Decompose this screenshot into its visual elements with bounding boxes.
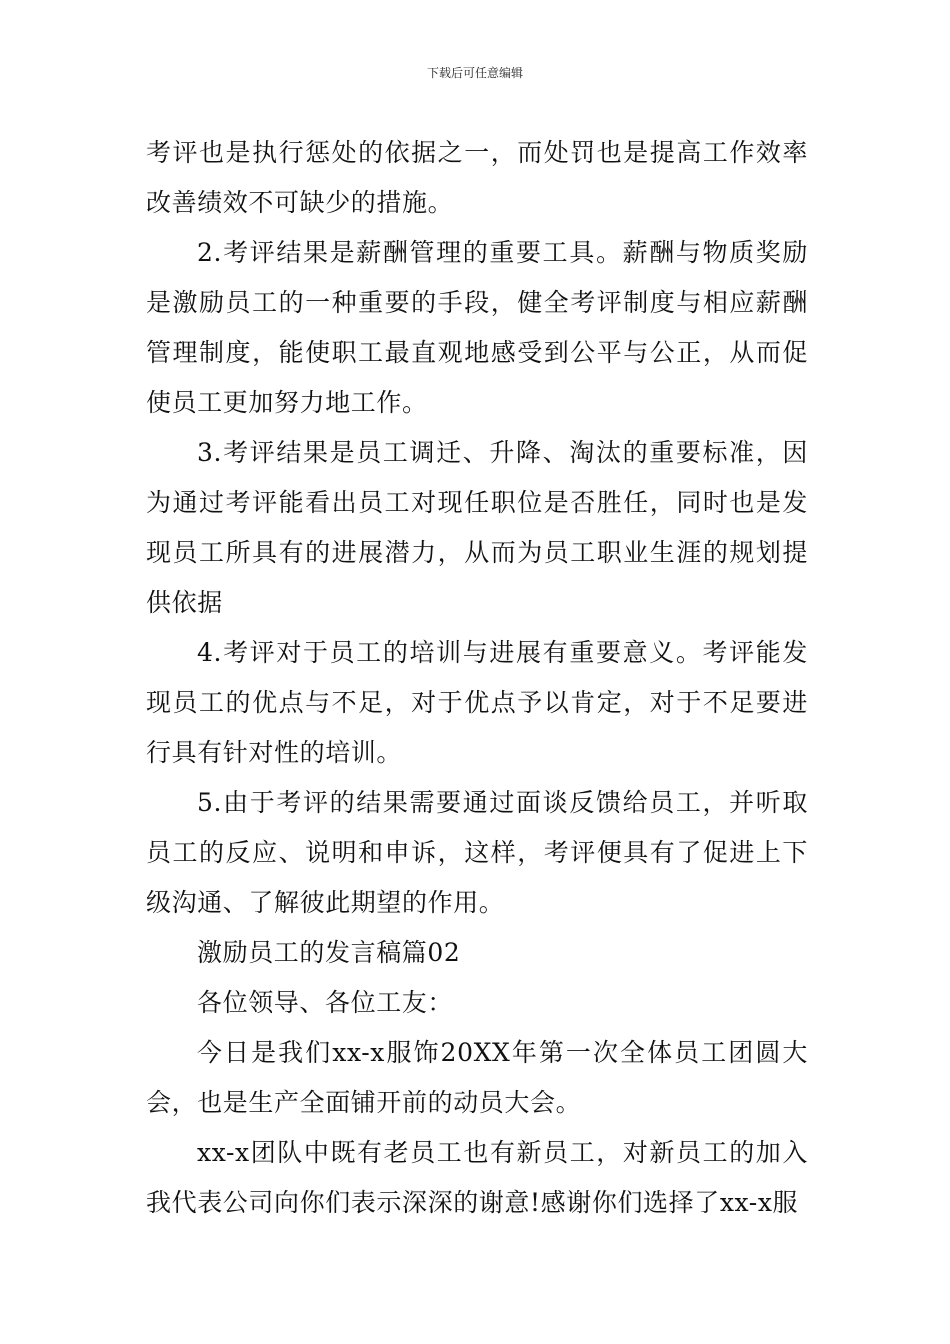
paragraph-4: 4.考评对于员工的培训与进展有重要意义。考评能发现员工的优点与不足，对于优点予以肯定，对于不足要进行具有针对性的培训。	[146, 638, 808, 767]
paragraph-3: 3.考评结果是员工调迁、升降、淘汰的重要标准，因为通过考评能看出员工对现任职位是否胜任，同时也是发现员工所具有的进展潜力，从而为员工职业生涯的规划提供依据	[146, 438, 808, 617]
document-body	[146, 128, 808, 1228]
paragraph-7: xx-x团队中既有老员工也有新员工，对新员工的加入我代表公司向你们表示深深的谢意!感谢你们选择了xx-x服	[146, 1138, 808, 1217]
section-heading: 激励员工的发言稿篇02	[197, 938, 461, 967]
paragraph-5: 5.由于考评的结果需要通过面谈反馈给员工，并听取员工的反应、说明和申诉，这样，考评便具有了促进上下级沟通、了解彼此期望的作用。	[146, 788, 808, 917]
paragraph-1: 考评也是执行惩处的依据之一，而处罚也是提高工作效率改善绩效不可缺少的措施。	[146, 138, 808, 217]
paragraph-2: 2.考评结果是薪酬管理的重要工具。薪酬与物质奖励是激励员工的一种重要的手段，健全考评制度与相应薪酬管理制度，能使职工最直观地感受到公平与公正，从而促使员工更加努力地工作。	[146, 238, 808, 417]
salutation: 各位领导、各位工友：	[197, 988, 454, 1017]
page-header: 下载后可任意编辑	[426, 66, 523, 80]
paragraph-6: 今日是我们xx-x服饰20XX年第一次全体员工团圆大会，也是生产全面铺开前的动员大会。	[146, 1038, 808, 1117]
